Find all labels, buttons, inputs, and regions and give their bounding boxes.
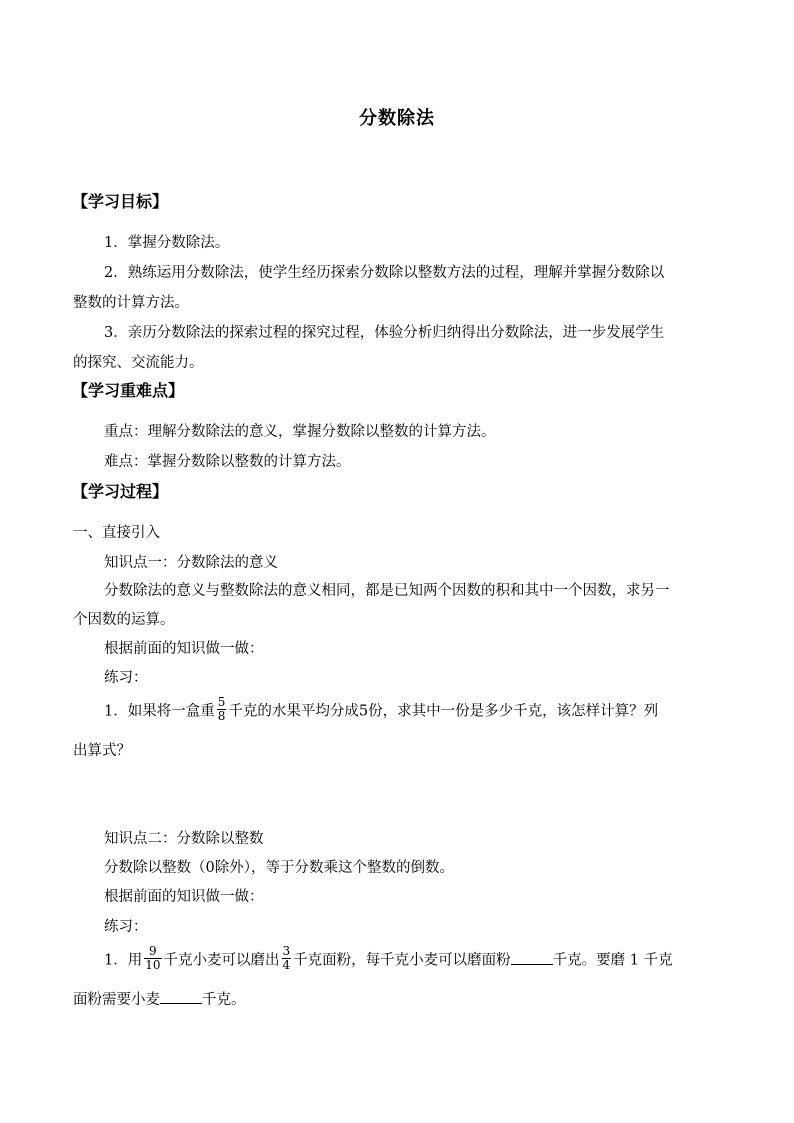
question-2 bbox=[104, 944, 724, 974]
answer-blank-2[interactable] bbox=[160, 989, 202, 1004]
question-1-continuation: 出算式？ bbox=[73, 743, 131, 759]
goal-2-line1: 2．熟练运用分数除法，使学生经历探索分数除以整数方法的过程，理解并掌握分数除以 bbox=[104, 265, 665, 281]
fraction-denominator: 8 bbox=[217, 709, 226, 723]
fraction-numerator: 9 bbox=[144, 945, 161, 959]
difficult-point: 难点：掌握分数除以整数的计算方法。 bbox=[104, 454, 351, 470]
do-it-prompt-2: 根据前面的知识做一做： bbox=[104, 889, 264, 905]
do-it-prompt-1: 根据前面的知识做一做： bbox=[104, 641, 264, 657]
question-2-cont-pre: 面粉需要小麦 bbox=[73, 992, 160, 1008]
key-point: 重点：理解分数除法的意义，掌握分数除以整数的计算方法。 bbox=[104, 424, 496, 440]
fraction-denominator: 4 bbox=[282, 958, 291, 972]
fraction-numerator: 5 bbox=[217, 695, 226, 709]
question-2-cont-post: 千克。 bbox=[202, 992, 246, 1008]
part-one-title: 一、直接引入 bbox=[73, 525, 160, 541]
question-1-text-pre: 1．如果将一盒重 bbox=[104, 703, 215, 720]
answer-blank-1[interactable] bbox=[511, 950, 553, 965]
goals-heading: 【学习目标】 bbox=[72, 192, 169, 211]
knowledge-point-2-text: 分数除以整数（0除外），等于分数乘这个整数的倒数。 bbox=[104, 860, 454, 876]
goal-3-line1: 3．亲历分数除法的探索过程的探究过程，体验分析归纳得出分数除法，进一步发展学生 bbox=[104, 325, 665, 341]
question-2-text-mid3: 千克。要磨 1 千克 bbox=[552, 952, 673, 969]
question-1 bbox=[104, 695, 724, 725]
question-2-text-mid2: 千克面粉，每千克小麦可以磨面粉 bbox=[293, 952, 511, 969]
knowledge-point-1-title: 知识点一：分数除法的意义 bbox=[104, 555, 278, 571]
knowledge-point-1-text-line1: 分数除法的意义与整数除法的意义相同，都是已知两个因数的积和其中一个因数，求另一 bbox=[104, 583, 670, 599]
process-heading: 【学习过程】 bbox=[72, 482, 169, 501]
question-2-continuation bbox=[73, 989, 725, 1010]
fraction-nine-tenths bbox=[144, 945, 161, 972]
goal-1: 1．掌握分数除法。 bbox=[104, 235, 230, 251]
goal-3-line2: 的探究、交流能力。 bbox=[73, 355, 204, 371]
question-1-text-post: 千克的水果平均分成5份，求其中一份是多少千克，该怎样计算？列 bbox=[228, 703, 659, 720]
practice-label-1: 练习： bbox=[104, 670, 148, 686]
practice-label-2: 练习： bbox=[104, 919, 148, 935]
goal-2-line2: 整数的计算方法。 bbox=[73, 295, 189, 311]
question-2-text-pre: 1．用 bbox=[104, 952, 143, 969]
key-points-heading: 【学习重难点】 bbox=[72, 381, 185, 400]
question-2-text-mid1: 千克小麦可以磨出 bbox=[163, 952, 280, 969]
fraction-denominator: 10 bbox=[145, 958, 161, 972]
knowledge-point-2-title: 知识点二：分数除以整数 bbox=[104, 831, 264, 847]
fraction-five-eighths bbox=[217, 696, 227, 723]
fraction-numerator: 3 bbox=[282, 944, 291, 958]
knowledge-point-1-text-line2: 个因数的运算。 bbox=[73, 612, 175, 628]
page-title: 分数除法 bbox=[359, 108, 435, 129]
fraction-three-quarters bbox=[282, 945, 292, 972]
